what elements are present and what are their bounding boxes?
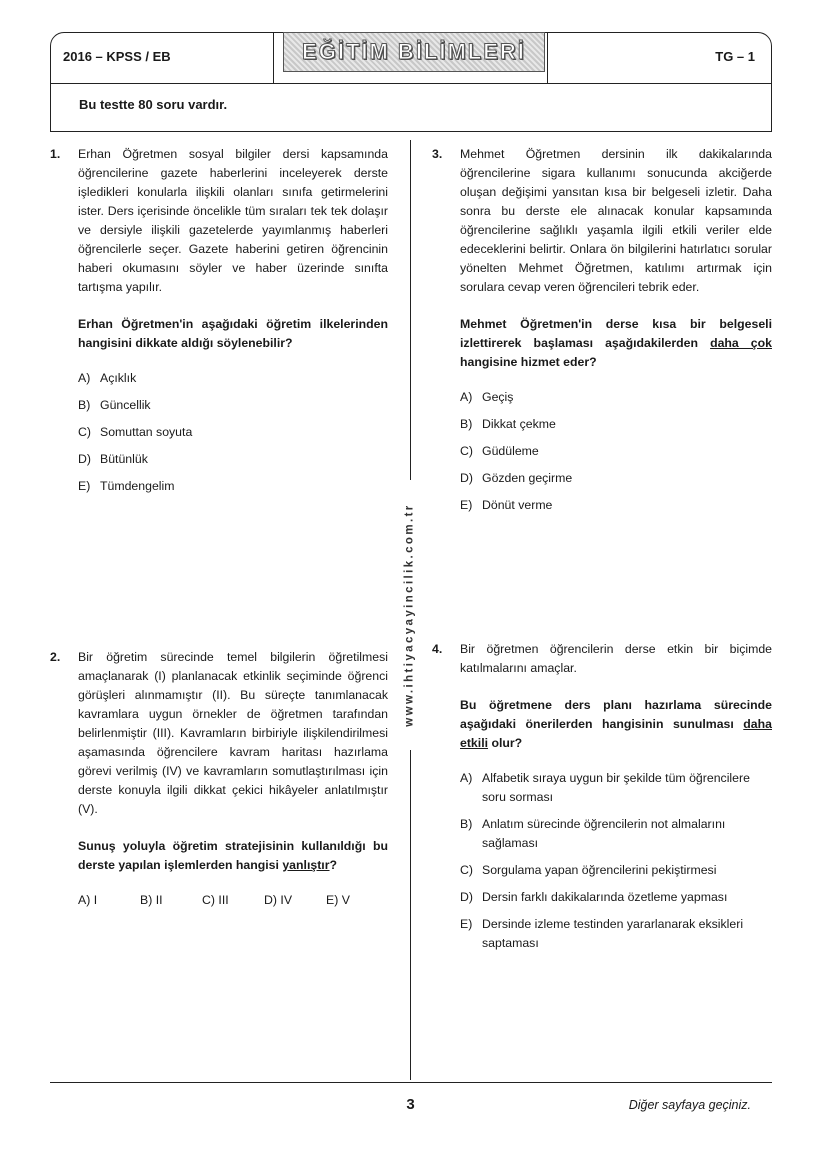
header-row <box>51 33 771 84</box>
question-number: 3. <box>432 147 443 161</box>
option-b[interactable] <box>140 891 202 910</box>
option-b[interactable] <box>78 396 388 415</box>
footer-divider <box>50 1082 772 1083</box>
option-text: Dersin farklı dakikalarında özetleme yapması <box>482 890 728 904</box>
option-text: Tümdengelim <box>100 479 175 493</box>
option-e[interactable] <box>78 477 388 496</box>
option-text: Sorgulama yapan öğrencilerini pekiştirmesi <box>482 863 717 877</box>
option-text: Açıklık <box>100 371 137 385</box>
option-text: I <box>93 893 98 907</box>
option-c[interactable] <box>202 891 264 910</box>
question-number: 1. <box>50 147 61 161</box>
question-number: 2. <box>50 650 61 664</box>
question-3 <box>432 145 772 523</box>
option-letter: D) <box>264 893 277 907</box>
option-letter: C) <box>78 425 91 439</box>
option-d[interactable] <box>460 469 772 488</box>
option-letter: B) <box>140 893 153 907</box>
stem-emphasis: daha etkili <box>460 717 772 750</box>
header-frame <box>50 32 772 132</box>
option-letter: C) <box>202 893 215 907</box>
question-2 <box>50 648 388 910</box>
option-letter: B) <box>460 817 473 831</box>
option-letter: E) <box>460 498 473 512</box>
option-letter: A) <box>460 771 473 785</box>
option-letter: E) <box>326 893 339 907</box>
option-letter: E) <box>78 479 91 493</box>
question-1 <box>50 145 388 504</box>
page-number: 3 <box>406 1096 415 1113</box>
stem-text: Bu öğretmene ders planı hazırlama sürecinde aşağıdaki önerilerden hangisinin sunulması <box>460 698 772 731</box>
option-letter: A) <box>78 371 91 385</box>
intro-text: Bu testte 80 soru vardır. <box>79 97 228 112</box>
option-text: Dersinde izleme testinden yararlanarak eksikleri saptaması <box>482 917 744 950</box>
option-e[interactable] <box>326 891 388 910</box>
option-letter: D) <box>78 452 91 466</box>
option-d[interactable] <box>460 888 772 907</box>
option-c[interactable] <box>460 861 772 880</box>
subject-banner-text: EĞİTİM BİLİMLERİ <box>302 39 526 64</box>
header-divider-left <box>273 33 274 83</box>
question-text: Erhan Öğretmen sosyal bilgiler dersi kapsamında öğrencilerine gazete haberlerini inceleyerek derste işledikleri konularla ilişkili olanları sınıfa getirmelerini ister. Ders içerisinde öncelikle tüm sıraları tek tek dolaşır ve dersiyle ilişkili gazetelerde yayımlanmış haberleri öğrencilerle seçer. Gazete haberini getiren öğrencinin haberi okumasını söyler ve haber üzerinde sınıfta tartışma yapılır. <box>78 147 388 294</box>
question-stem: Erhan Öğretmen'in aşağıdaki öğretim ilkelerinden hangisini dikkate aldığı söylenebilir? <box>78 317 388 350</box>
option-letter: C) <box>460 863 473 877</box>
question-4 <box>432 640 772 961</box>
option-text: Dikkat çekme <box>482 417 556 431</box>
option-c[interactable] <box>78 423 388 442</box>
option-c[interactable] <box>460 442 772 461</box>
option-text: Güdüleme <box>482 444 539 458</box>
option-letter: A) <box>460 390 473 404</box>
option-e[interactable] <box>460 496 772 515</box>
option-text: II <box>155 893 163 907</box>
option-text: IV <box>280 893 293 907</box>
exam-code: 2016 – KPSS / EB <box>63 49 171 64</box>
option-letter: A) <box>78 893 91 907</box>
option-text: V <box>341 893 350 907</box>
watermark-text: www.ihtiyacyayincilik.com.tr <box>404 503 416 727</box>
option-text: III <box>218 893 229 907</box>
stem-text-end: hangisine hizmet eder? <box>460 355 597 369</box>
subject-banner <box>283 32 545 72</box>
question-number: 4. <box>432 642 443 656</box>
option-a[interactable] <box>460 769 772 807</box>
option-d[interactable] <box>264 891 326 910</box>
stem-emphasis: yanlıştır <box>282 858 330 872</box>
option-b[interactable] <box>460 815 772 853</box>
question-stem <box>78 837 388 875</box>
stem-text: Sunuş yoluyla öğretim stratejisinin kullanıldığı bu derste yapılan işlemlerden hangisi <box>78 839 388 872</box>
option-letter: D) <box>460 890 473 904</box>
question-text: Bir öğretim sürecinde temel bilgilerin öğretilmesi amaçlanarak (I) planlanacak etkinlik seçiminde öğrenci görüşleri alınmamıştır (II). Bu süreçte tanımlanacak kavramlara uygun örnekler de öğretmen tarafından belirlenmiştir (III). Kavramların birbiriyle ilişkilendirilmesi aşamasında öğrencilere kavram haritası hazırlama görevi verilmiş (IV) ve kavramların somutlaştırılması için derste konuyla ilgili dikkat çekici hikâyeler anlatılmıştır (V). <box>78 650 388 816</box>
stem-text-end: ? <box>329 858 338 872</box>
option-d[interactable] <box>78 450 388 469</box>
option-text: Geçiş <box>482 390 514 404</box>
header-divider-right <box>547 33 548 83</box>
option-e[interactable] <box>460 915 772 953</box>
option-text: Bütünlük <box>100 452 148 466</box>
stem-emphasis: daha çok <box>710 336 772 350</box>
option-a[interactable] <box>460 388 772 407</box>
options-row <box>78 891 388 910</box>
booklet-code: TG – 1 <box>715 49 755 64</box>
option-letter: E) <box>460 917 473 931</box>
stem-text: Mehmet Öğretmen'in derse kısa bir belgeseli izlettirerek başlaması aşağıdakilerden <box>460 317 772 350</box>
question-text: Mehmet Öğretmen dersinin ilk dakikalarında öğrencilerine sigara kullanımı sonucunda akciğerde oluşan değişimi yansıtan kısa bir belgeseli izletir. Daha sonra bu derste ele alınacak konular kapsamında öğrencilerine sağlıklı yaşamla ilgili etkili veriler elde edeceklerini belirtir. Onlara ön bilgilerini hatırlatıcı sorular yönelten Mehmet Öğretmen, katılımı artırmak için sorulara cevap veren öğrencileri tebrik eder. <box>460 147 772 294</box>
option-b[interactable] <box>460 415 772 434</box>
stem-text-end: olur? <box>488 736 523 750</box>
option-letter: C) <box>460 444 473 458</box>
option-text: Anlatım sürecinde öğrencilerin not almalarını sağlaması <box>482 817 726 850</box>
option-text: Alfabetik sıraya uygun bir şekilde tüm öğrencilere soru sorması <box>482 771 750 804</box>
publisher-watermark <box>401 480 419 750</box>
option-letter: B) <box>460 417 473 431</box>
option-text: Dönüt verme <box>482 498 553 512</box>
option-a[interactable] <box>78 369 388 388</box>
question-text: Bir öğretmen öğrencilerin derse etkin bir biçimde katılmalarını amaçlar. <box>460 642 772 675</box>
question-stem <box>460 696 772 753</box>
option-letter: D) <box>460 471 473 485</box>
option-text: Gözden geçirme <box>482 471 573 485</box>
option-a[interactable] <box>78 891 140 910</box>
question-stem <box>460 315 772 372</box>
option-text: Güncellik <box>100 398 151 412</box>
next-page-note: Diğer sayfaya geçiniz. <box>628 1098 751 1112</box>
option-letter: B) <box>78 398 91 412</box>
option-text: Somuttan soyuta <box>100 425 193 439</box>
